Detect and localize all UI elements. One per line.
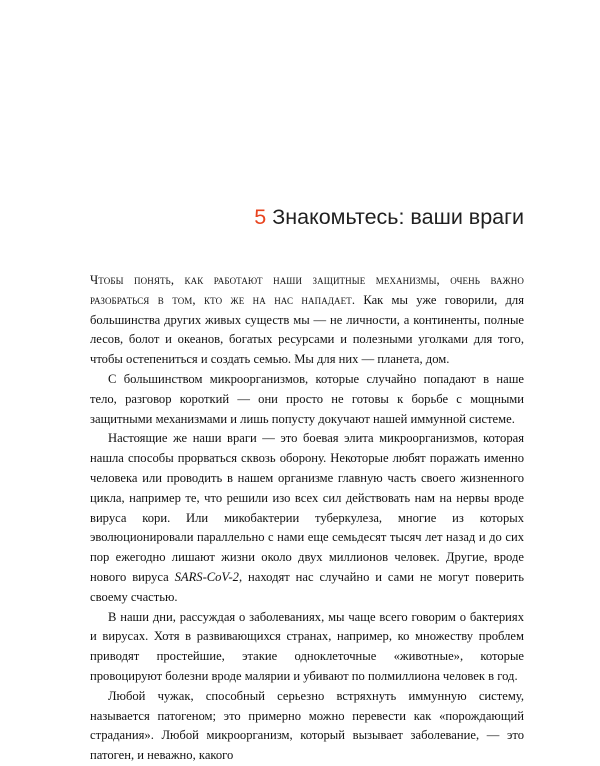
lead-in-text: Чтобы понять, как работают наши защитные механизмы, очень важно разобраться в том, кто же на нас нападает. (90, 273, 524, 307)
paragraph (90, 687, 524, 766)
paragraph-text: В наши дни, рассуждая о заболеваниях, мы чаще всего говорим о бактериях и вирусах. Хотя в развивающихся странах, например, ко множеству проблем приводят простейшие, этакие одноклеточные «животные», которые провоцируют болезни вроде малярии и убивают по полмиллиона человек в год. (90, 609, 524, 683)
paragraph (90, 608, 524, 687)
chapter-body (90, 271, 524, 766)
paragraph-text: Настоящие же наши враги — это боевая элита микроорганизмов, которая нашла способы прорваться сквозь оборону. Некоторые любят поражать именно человека или проводить в нашем организме главную часть своего жизненного цикла, например те, что решили изо всех сил действовать нам на нервы вроде вируса кори. Или микобактерии туберкулеза, многие из которых эволюционировали параллельно с нами еще семьдесят тысяч лет назад и до сих пор ежегодно лишают жизни около двух миллионов человек. Другие, вроде нового вируса (90, 431, 524, 584)
paragraph-text: Любой чужак, способный серьезно встряхнуть иммунную систему, называется патогеном; это примерно можно перевести как «порождающий страдания». Любой микроорганизм, который вызывает заболевание, — это патоген, и неважно, какого (90, 688, 524, 763)
paragraph (90, 370, 524, 429)
chapter-title: Знакомьтесь: ваши враги (272, 205, 524, 229)
paragraph-text: Как мы уже говорили, для большинства других живых существ мы — не личности, а континенты, полные лесов, болот и океанов, богатых ресурсами и полезными уголками для того, чтобы остепениться и создать семью. Мы для них — планета, дом. (90, 292, 524, 367)
paragraph-text: , находят нас случайно и сами не могут поверить своему счастью. (90, 569, 524, 604)
paragraph (90, 271, 524, 370)
paragraph (90, 429, 524, 607)
paragraph-text: С большинством микроорганизмов, которые случайно попадают в наше тело, разговор короткий — они просто не готовы к борьбе с мощными защитными механизмами и лишь попусту докучают нашей иммунной системе. (90, 371, 524, 426)
chapter-heading (100, 202, 524, 232)
chapter-number: 5 (254, 205, 267, 229)
virus-name: SARS-CoV-2 (174, 569, 239, 584)
